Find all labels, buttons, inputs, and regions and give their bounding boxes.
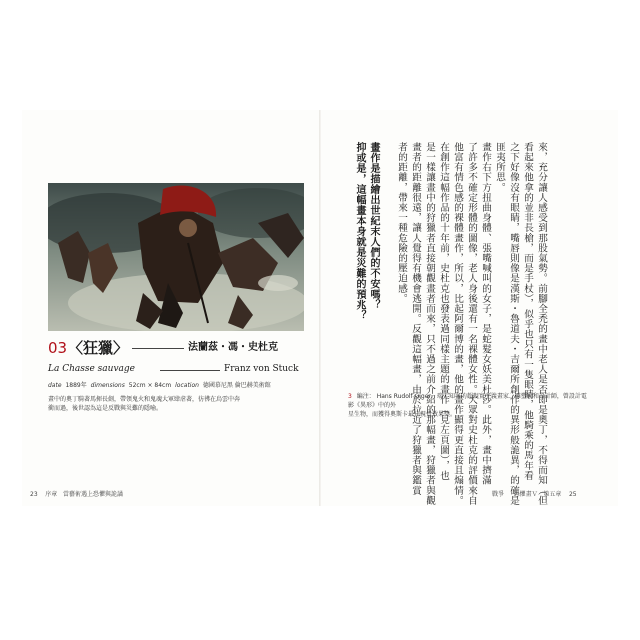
body-column: 是一樣讓畫中的狩獵者直接朝觀畫者而來，只不過之前介紹的那幅畫，狩獵者與觀 <box>424 142 435 506</box>
body-column: 他富有情色感的裸體畫作，所以，比起阿爾博的畫，他的畫作顯得更直接且煽情。 <box>452 142 463 506</box>
note-label: 編注 <box>356 393 369 400</box>
meta-date-value: 1889年 <box>65 382 87 389</box>
right-footer <box>492 490 577 500</box>
heading-rule <box>132 348 184 349</box>
note-number: 3 <box>348 393 352 400</box>
artwork-number: 03 <box>48 339 68 357</box>
body-column: 了許多不確定形體的圖像，老人身後還有一名裸體女性。大眾對史杜克的評價來自 <box>466 142 477 506</box>
left-page-number: 23 <box>30 491 38 498</box>
meta-location-label: location <box>175 382 199 389</box>
body-column: 來，充分讓人感受到那股氣勢。前腳全禿的畫中老人是否即是奧丁，不得而知（但 <box>536 142 547 506</box>
note-line: 星生物，而獲得奧斯卡最佳視覺效果獎。 <box>348 411 457 418</box>
artwork-title: 〈狂獵〉 <box>68 339 129 357</box>
book-spread <box>22 110 618 506</box>
meta-location-value: 德國慕尼黑 倫巴赫美術館 <box>202 382 271 389</box>
closing-question <box>352 142 380 372</box>
painting-illustration <box>48 183 304 331</box>
subheading-rule <box>160 370 220 371</box>
left-section: 序章 <box>45 491 58 498</box>
caption-line: 畫中的奧丁騎著馬揮長劍，帶領鬼火和鬼魂大軍肆虐著，彷彿在烏雲中奔 <box>48 396 241 403</box>
right-chapter: 恐懼畫Ｖ <box>513 491 538 498</box>
caption-line: 衝而過，後世認為這是反戰與災難的隱喻。 <box>48 405 163 412</box>
bold-column: 畫作是描繪出世紀末人們的不安嗎？ <box>368 142 379 310</box>
left-footer <box>30 490 123 500</box>
meta-date-label: date <box>48 382 62 389</box>
body-column: 畫者的距離很遠，讓人覺得有機會逃開。反觀這幅畫，由於拉近了狩獵者與鑑賞 <box>410 142 421 496</box>
artwork-heading <box>48 338 304 360</box>
meta-dimensions-value: 52cm × 84cm <box>128 382 172 389</box>
right-page-number: 25 <box>568 491 577 498</box>
editor-note: 3 編注： Hans Rudolf Giger，瑞士知名的超現實主義畫家、雕塑家和設計師，曾設計電影《異形》中的外 星生物，而獲得奧斯卡最佳視覺效果獎。 <box>348 393 587 418</box>
painting-wild-hunt <box>48 183 304 331</box>
page-gutter <box>319 110 321 506</box>
meta-dimensions-label: dimensions <box>90 382 125 389</box>
body-column: 匪夷所思。 <box>494 142 505 193</box>
english-artist: Franz von Stuck <box>224 364 299 374</box>
bold-column: 抑或是，這幅畫本身就是災難的預兆？ <box>354 142 365 321</box>
artwork-caption <box>48 395 304 413</box>
body-column: 看起來他拿的並非長槍，而是手杖），似乎也只有一隻眼睛，他騎乘的馬年看 <box>522 142 533 481</box>
artwork-meta <box>48 380 304 392</box>
note-line: Hans Rudolf Giger，瑞士知名的超現實主義畫家、雕塑家和設計師，曾設計電影《異形》中的外 <box>348 393 587 409</box>
body-column: 之下好像沒有眼睛，嘴唇則像是漢斯・魯道夫・吉爾所創作的異形般詭異，的確是 <box>508 142 519 506</box>
right-part: 第五章 <box>543 491 562 498</box>
body-column: 在創作這幅作品的十年前，史杜克也發表過同樣主題的畫作（見左頁圖），也 <box>438 142 449 481</box>
right-running: 戰爭 <box>492 491 505 498</box>
english-title: La Chasse sauvage <box>48 364 135 374</box>
left-running-title: 當藝術遇上恐懼與詭譎 <box>63 491 124 498</box>
artwork-subheading <box>48 363 304 377</box>
body-column: 者的距離，帶來一種危險的壓迫感。 <box>396 142 407 304</box>
artist-name: 法蘭茲・馮・史杜克 <box>188 342 278 353</box>
body-column: 畫作右下方扭曲身體、張嘴喊叫的女子，是蛇髮女妖美杜莎。此外，畫中擠滿 <box>480 142 491 486</box>
